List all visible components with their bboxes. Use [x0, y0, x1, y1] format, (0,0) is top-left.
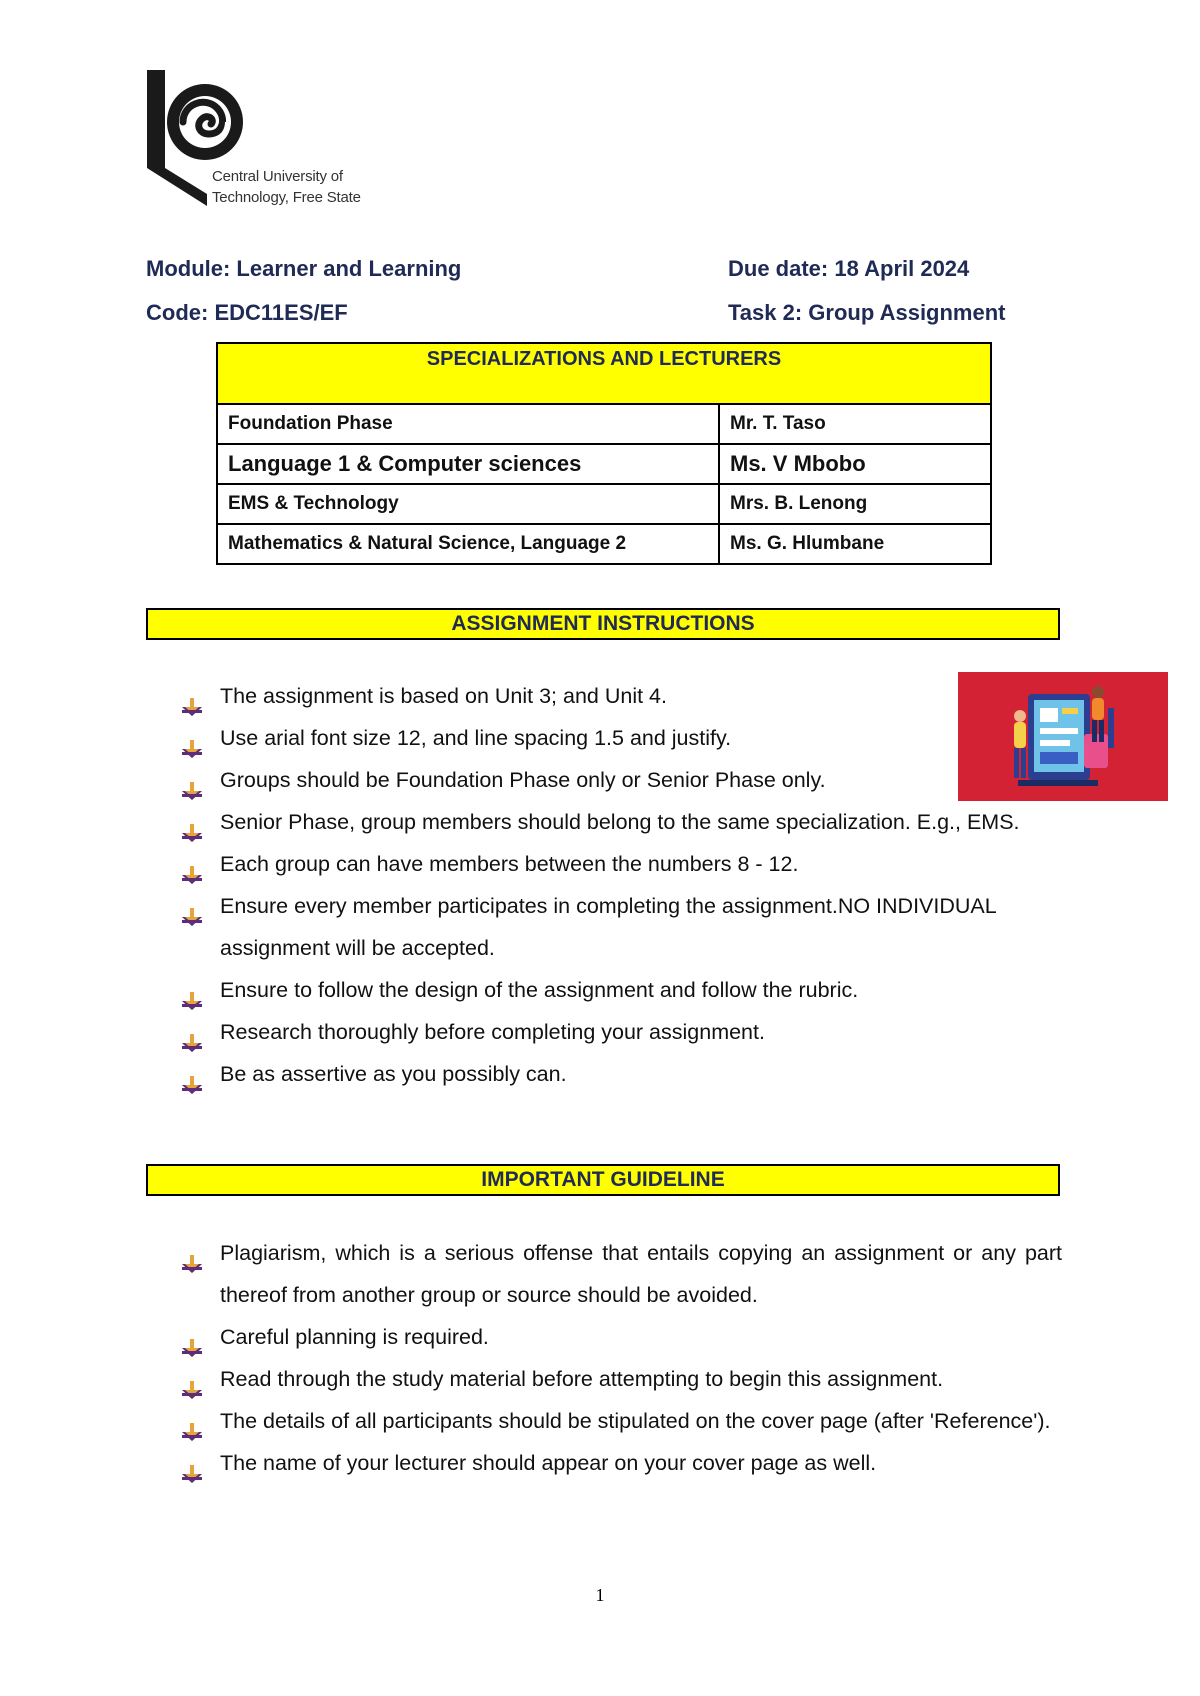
arrow-bullet-icon	[182, 1371, 202, 1389]
important-guideline-heading: IMPORTANT GUIDELINE	[146, 1164, 1060, 1196]
arrow-bullet-icon	[182, 814, 202, 832]
list-item: The details of all participants should be stipulated on the cover page (after 'Reference').	[182, 1400, 1062, 1442]
lecturer-cell: Ms. V Mbobo	[719, 444, 991, 484]
page-number: 1	[595, 1585, 605, 1605]
arrow-bullet-icon	[182, 1024, 202, 1042]
list-item: Use arial font size 12, and line spacing 1.5 and justify.	[182, 717, 1062, 759]
arrow-bullet-icon	[182, 1413, 202, 1431]
list-item: Each group can have members between the numbers 8 - 12.	[182, 843, 1062, 885]
logo-line-1: Central University of	[212, 168, 343, 185]
list-item: Senior Phase, group members should belong to the same specialization. E.g., EMS.	[182, 801, 1062, 843]
arrow-bullet-icon	[182, 730, 202, 748]
arrow-bullet-icon	[182, 1455, 202, 1473]
arrow-bullet-icon	[182, 856, 202, 874]
list-item: Ensure every member participates in completing the assignment.NO INDIVIDUAL assignment will be accepted.	[182, 885, 1062, 969]
table-row	[217, 444, 991, 484]
lecturer-cell: Mrs. B. Lenong	[719, 484, 991, 524]
arrow-bullet-icon	[182, 1066, 202, 1084]
list-item: Careful planning is required.	[182, 1316, 1062, 1358]
instructions-list	[182, 675, 1062, 1095]
table-row	[217, 484, 991, 524]
module-code: Code: EDC11ES/EF	[146, 300, 348, 325]
list-item: Plagiarism, which is a serious offense that entails copying an assignment or any part thereof from another group or source should be avoided.	[182, 1232, 1062, 1316]
list-item: Research thoroughly before completing your assignment.	[182, 1011, 1062, 1053]
list-item: Be as assertive as you possibly can.	[182, 1053, 1062, 1095]
arrow-bullet-icon	[182, 772, 202, 790]
university-logo	[145, 68, 385, 210]
specialization-cell: EMS & Technology	[217, 484, 719, 524]
specialization-cell: Mathematics & Natural Science, Language 2	[217, 524, 719, 564]
specialization-cell: Foundation Phase	[217, 404, 719, 444]
guideline-list	[182, 1232, 1062, 1484]
table-row	[217, 404, 991, 444]
task-title: Task 2: Group Assignment	[728, 300, 1006, 325]
logo-line-2: Technology, Free State	[212, 189, 361, 206]
lecturer-cell: Mr. T. Taso	[719, 404, 991, 444]
specializations-table	[216, 342, 992, 565]
arrow-bullet-icon	[182, 898, 202, 916]
list-item: The assignment is based on Unit 3; and Unit 4.	[182, 675, 1062, 717]
specialization-cell: Language 1 & Computer sciences	[217, 444, 719, 484]
module-title: Module: Learner and Learning	[146, 256, 462, 281]
logo-wordmark	[212, 166, 361, 208]
table-row	[217, 524, 991, 564]
arrow-bullet-icon	[182, 1245, 202, 1263]
list-item: Groups should be Foundation Phase only or Senior Phase only.	[182, 759, 1062, 801]
arrow-bullet-icon	[182, 982, 202, 1000]
list-item: Ensure to follow the design of the assignment and follow the rubric.	[182, 969, 1062, 1011]
arrow-bullet-icon	[182, 688, 202, 706]
due-date: Due date: 18 April 2024	[728, 256, 970, 281]
lecturer-cell: Ms. G. Hlumbane	[719, 524, 991, 564]
assignment-instructions-heading: ASSIGNMENT INSTRUCTIONS	[146, 608, 1060, 640]
arrow-bullet-icon	[182, 1329, 202, 1347]
list-item: Read through the study material before attempting to begin this assignment.	[182, 1358, 1062, 1400]
specializations-table-title: SPECIALIZATIONS AND LECTURERS	[217, 343, 991, 404]
list-item: The name of your lecturer should appear on your cover page as well.	[182, 1442, 1062, 1484]
